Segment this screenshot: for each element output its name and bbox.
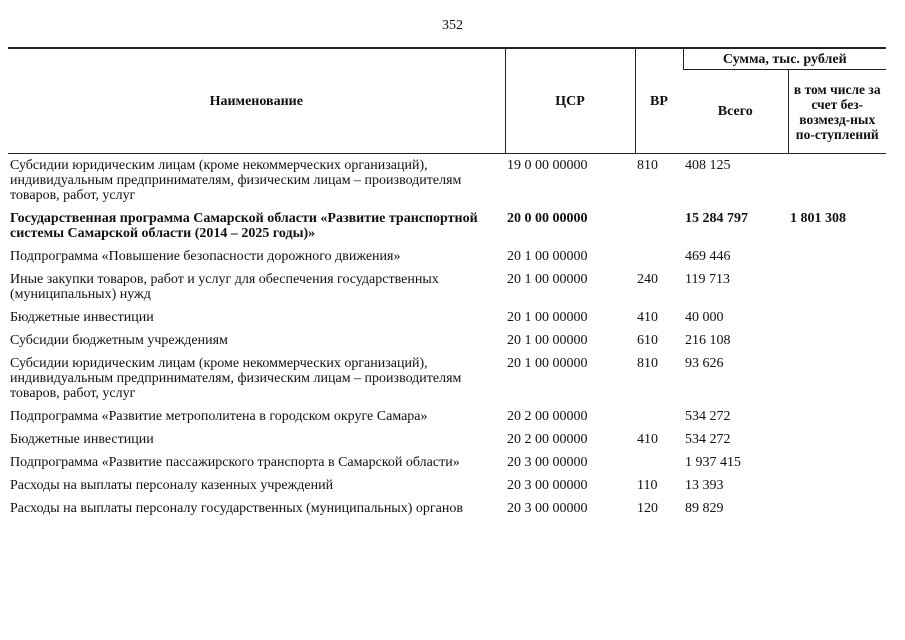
- table-row: [8, 474, 886, 497]
- table-row: [8, 329, 886, 352]
- row-total-cell: 216 108: [685, 333, 731, 348]
- row-name-cell: Государственная программа Самарской области «Развитие транспортной системы Самарской области (2014 – 2025 годы)»: [10, 211, 478, 241]
- row-name-cell: Расходы на выплаты персоналу государственных (муниципальных) органов: [10, 501, 463, 516]
- row-vr-cell: [635, 405, 683, 428]
- row-total-cell: 534 272: [685, 432, 731, 447]
- row-csr-cell: 20 3 00 00000: [507, 455, 588, 470]
- row-name-cell: Субсидии бюджетным учреждениям: [10, 333, 228, 348]
- row-total-cell: 89 829: [685, 501, 724, 516]
- table-row: [8, 306, 886, 329]
- row-gratis-cell: [788, 245, 886, 268]
- row-csr-cell: 20 1 00 00000: [507, 356, 588, 371]
- row-gratis-cell: [788, 474, 886, 497]
- row-gratis-cell: [788, 154, 886, 208]
- row-csr-cell: 20 2 00 00000: [507, 432, 588, 447]
- row-vr-cell: 410: [637, 432, 658, 447]
- table-row: [8, 428, 886, 451]
- row-gratis-cell: [788, 451, 886, 474]
- row-csr-cell: 20 3 00 00000: [507, 501, 588, 516]
- row-gratis-cell: [788, 268, 886, 306]
- page-number: 352: [442, 18, 463, 33]
- table-body: [8, 154, 886, 521]
- row-gratis-cell: [788, 497, 886, 520]
- row-name-cell: Иные закупки товаров, работ и услуг для обеспечения государственных (муниципальных) нужд: [10, 272, 439, 302]
- row-gratis-cell: [788, 329, 886, 352]
- column-header-name: Наименование: [8, 48, 505, 154]
- row-total-cell: 15 284 797: [685, 211, 748, 226]
- row-vr-cell: 610: [637, 333, 658, 348]
- table-row: [8, 451, 886, 474]
- row-total-cell: 40 000: [685, 310, 724, 325]
- budget-table-container: [8, 47, 886, 520]
- row-total-cell: 1 937 415: [685, 455, 741, 470]
- table-row: [8, 245, 886, 268]
- row-csr-cell: 19 0 00 00000: [507, 158, 588, 173]
- row-total-cell: 469 446: [685, 249, 731, 264]
- row-name-cell: Субсидии юридическим лицам (кроме некоммерческих организаций), индивидуальным предпринимателям, физическим лицам – производителям товаров, работ, услуг: [10, 158, 462, 203]
- row-vr-cell: 110: [637, 478, 658, 493]
- row-csr-cell: 20 1 00 00000: [507, 310, 588, 325]
- column-header-gratis: в том числе за счет без-возмезд-ных по-ступлений: [788, 70, 886, 154]
- table-row: [8, 268, 886, 306]
- row-vr-cell: 810: [637, 356, 658, 371]
- row-vr-cell: 410: [637, 310, 658, 325]
- row-gratis-cell: 1 801 308: [790, 211, 846, 226]
- column-header-total: Всего: [683, 70, 788, 154]
- row-csr-cell: 20 0 00 00000: [507, 211, 588, 226]
- row-name-cell: Расходы на выплаты персоналу казенных учреждений: [10, 478, 334, 493]
- row-csr-cell: 20 1 00 00000: [507, 333, 588, 348]
- column-header-vr: ВР: [635, 48, 683, 154]
- table-row: [8, 207, 886, 245]
- row-name-cell: Бюджетные инвестиции: [10, 310, 154, 325]
- row-vr-cell: [635, 207, 683, 245]
- table-header: [8, 48, 886, 154]
- row-name-cell: Подпрограмма «Повышение безопасности дорожного движения»: [10, 249, 401, 264]
- row-vr-cell: 120: [637, 501, 658, 516]
- row-total-cell: 534 272: [685, 409, 731, 424]
- row-name-cell: Подпрограмма «Развитие метрополитена в городском округе Самара»: [10, 409, 428, 424]
- row-vr-cell: [635, 451, 683, 474]
- row-csr-cell: 20 3 00 00000: [507, 478, 588, 493]
- row-name-cell: Подпрограмма «Развитие пассажирского транспорта в Самарской области»: [10, 455, 460, 470]
- row-name-cell: Бюджетные инвестиции: [10, 432, 154, 447]
- row-vr-cell: [635, 245, 683, 268]
- table-row: [8, 405, 886, 428]
- column-header-csr: ЦСР: [505, 48, 635, 154]
- row-csr-cell: 20 1 00 00000: [507, 272, 588, 287]
- row-total-cell: 408 125: [685, 158, 731, 173]
- row-total-cell: 93 626: [685, 356, 724, 371]
- row-total-cell: 13 393: [685, 478, 724, 493]
- budget-table: [8, 47, 886, 520]
- row-gratis-cell: [788, 306, 886, 329]
- row-total-cell: 119 713: [685, 272, 730, 287]
- row-name-cell: Субсидии юридическим лицам (кроме некоммерческих организаций), индивидуальным предпринимателям, физическим лицам – производителям товаров, работ, услуг: [10, 356, 462, 401]
- row-gratis-cell: [788, 428, 886, 451]
- row-gratis-cell: [788, 352, 886, 405]
- table-row: [8, 497, 886, 520]
- row-csr-cell: 20 1 00 00000: [507, 249, 588, 264]
- table-row: [8, 352, 886, 405]
- row-csr-cell: 20 2 00 00000: [507, 409, 588, 424]
- row-vr-cell: 810: [637, 158, 658, 173]
- table-row: [8, 154, 886, 208]
- column-header-sum: Сумма, тыс. рублей: [683, 48, 886, 70]
- row-vr-cell: 240: [637, 272, 658, 287]
- row-gratis-cell: [788, 405, 886, 428]
